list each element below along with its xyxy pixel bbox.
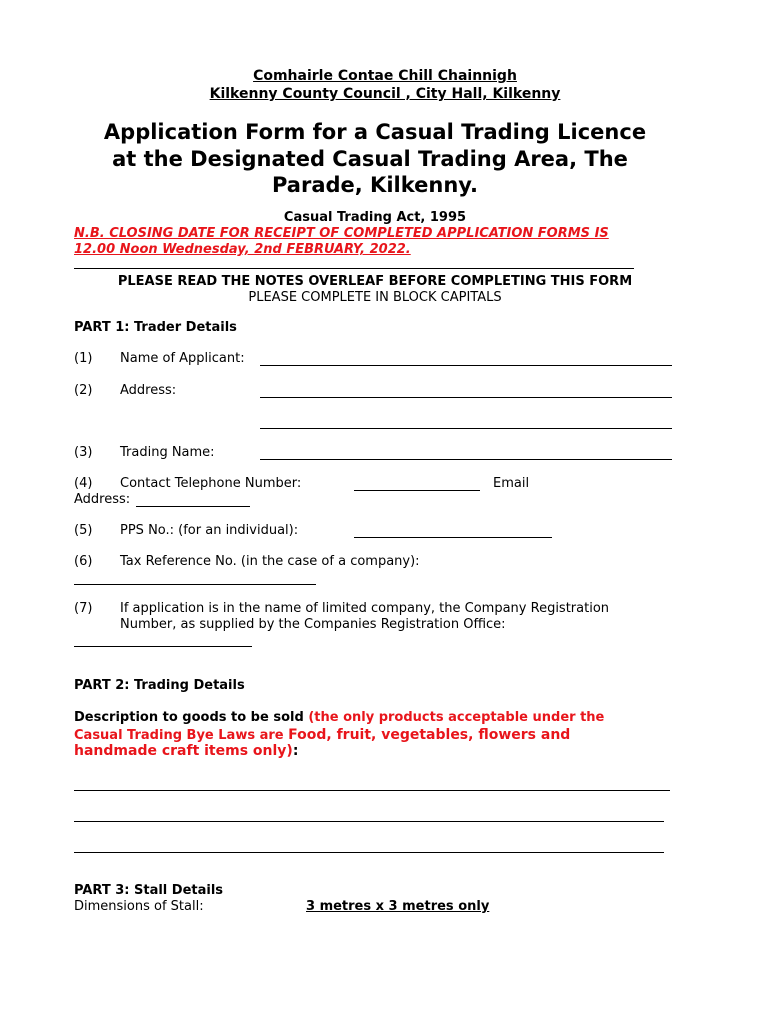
applicant-name-field[interactable]: [260, 365, 672, 366]
company-registration-label-line2: Number, as supplied by the Companies Registration Office:: [120, 617, 506, 632]
pps-field[interactable]: [354, 537, 552, 538]
pps-label: PPS No.: (for an individual):: [120, 523, 299, 538]
field3-number: (3): [74, 445, 93, 460]
acceptable-products-note: (the only products acceptable under the: [308, 710, 605, 725]
email-address-label: Address:: [74, 492, 131, 507]
field1-number: (1): [74, 351, 93, 366]
applicant-name-label: Name of Applicant:: [120, 351, 245, 366]
closing-notice-line1: N.B. CLOSING DATE FOR RECEIPT OF COMPLETED APPLICATION FORMS IS: [74, 226, 609, 241]
form-title-line3: Parade, Kilkenny.: [271, 173, 479, 197]
email-label: Email: [493, 476, 530, 491]
field5-number: (5): [74, 523, 93, 538]
part1-heading: PART 1: Trader Details: [74, 320, 237, 335]
address-field-line1[interactable]: [260, 397, 672, 398]
part2-heading: PART 2: Trading Details: [74, 678, 245, 693]
email-field[interactable]: [136, 506, 250, 507]
trading-name-field[interactable]: [260, 459, 672, 460]
form-title-line1: Application Form for a Casual Trading Licence: [103, 120, 647, 144]
field4-number: (4): [74, 476, 93, 491]
field7-number: (7): [74, 601, 93, 616]
field2-number: (2): [74, 383, 93, 398]
goods-description-text: Description to goods to be sold: [74, 710, 304, 725]
address-field-line2[interactable]: [260, 428, 672, 429]
goods-description-field-line2[interactable]: [74, 821, 664, 822]
company-registration-field[interactable]: [74, 646, 252, 647]
read-notes-instruction: PLEASE READ THE NOTES OVERLEAF BEFORE COMPLETING THIS FORM: [117, 274, 633, 289]
description-colon: :: [292, 743, 299, 759]
goods-description-label: [74, 710, 604, 725]
form-title-line2: at the Designated Casual Trading Area, The: [112, 147, 628, 171]
closing-notice-line2: 12.00 Noon Wednesday, 2nd FEBRUARY, 2022.: [74, 242, 411, 257]
block-capitals-instruction: PLEASE COMPLETE IN BLOCK CAPITALS: [248, 290, 502, 305]
stall-dimensions-label: Dimensions of Stall:: [74, 899, 204, 914]
goods-description-field-line3[interactable]: [74, 852, 664, 853]
field6-number: (6): [74, 554, 93, 569]
stall-dimensions-value: 3 metres x 3 metres only: [306, 899, 490, 914]
council-irish-name: Comhairle Contae Chill Chainnigh: [253, 68, 517, 84]
trading-name-label: Trading Name:: [120, 445, 215, 460]
divider-line: [74, 268, 634, 269]
acceptable-products-list: Food, fruit, vegetables, flowers and: [288, 727, 571, 743]
telephone-label: Contact Telephone Number:: [120, 476, 302, 491]
act-reference: Casual Trading Act, 1995: [283, 210, 467, 225]
bye-laws-text: Casual Trading Bye Laws are: [74, 728, 289, 743]
acceptable-products-end: handmade craft items only): [74, 743, 293, 759]
company-registration-label-line1: If application is in the name of limited company, the Company Registration: [120, 601, 610, 616]
telephone-field[interactable]: [354, 490, 480, 491]
address-label: Address:: [120, 383, 177, 398]
goods-description-field-line1[interactable]: [74, 790, 670, 791]
tax-reference-field[interactable]: [74, 584, 316, 585]
part3-heading: PART 3: Stall Details: [74, 883, 224, 898]
tax-reference-label: Tax Reference No. (in the case of a company):: [120, 554, 420, 569]
acceptable-products-note-line3: [74, 743, 298, 759]
acceptable-products-note-line2: [74, 727, 570, 743]
council-english-name: Kilkenny County Council , City Hall, Kilkenny: [209, 86, 561, 102]
